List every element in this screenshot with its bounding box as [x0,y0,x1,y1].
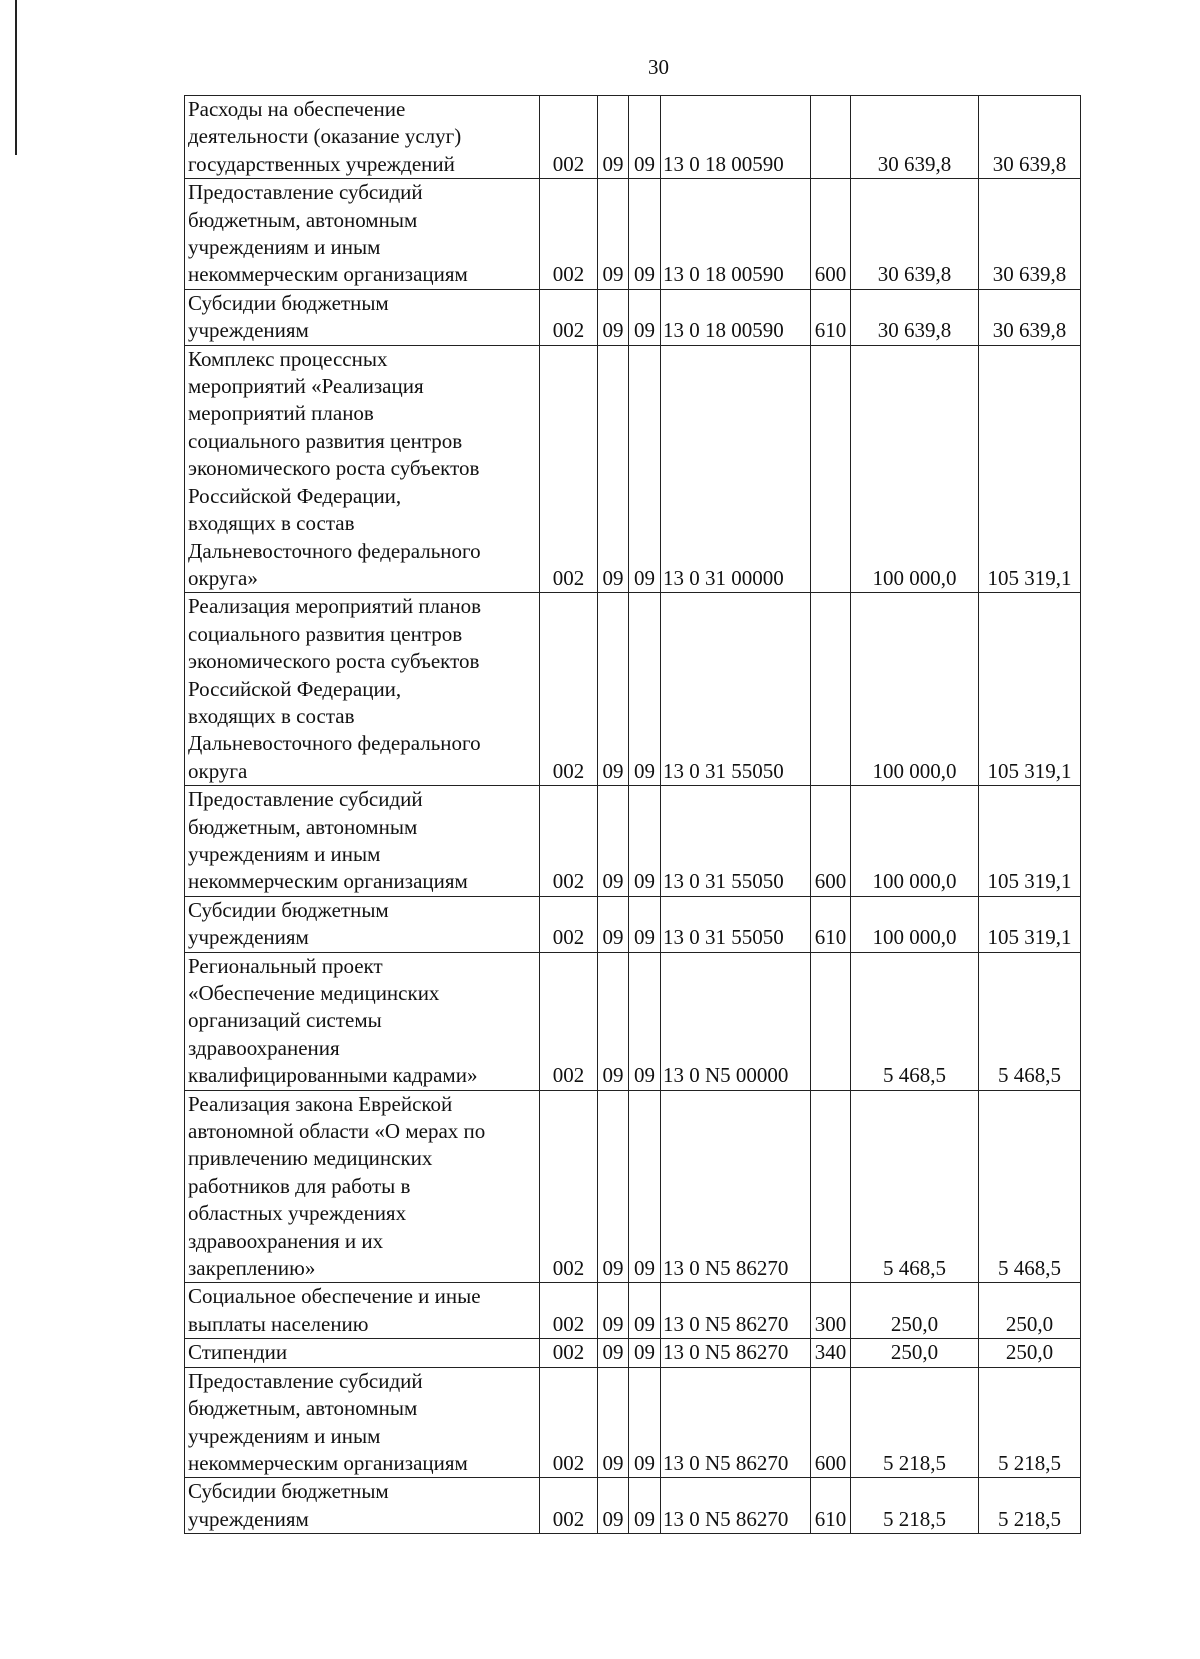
item-name-line: Региональный проект [188,953,383,978]
item-name-line: некоммерческим организациям [188,869,468,894]
item-name-line: «Обеспечение медицинских [188,981,440,1005]
amount-year2-cell: 250,0 [979,1283,1081,1339]
amount-year1-cell: 5 468,5 [851,952,979,1090]
item-name-line: учреждениям [188,318,309,343]
item-name-line: Субсидии бюджетным [188,290,389,315]
amount-year1-cell: 30 639,8 [851,96,979,179]
expense-type-cell [811,952,851,1090]
item-name-line: Дальневосточного федерального [188,731,481,756]
section-code-cell: 09 [598,786,629,897]
table-row [185,1367,1081,1478]
item-name-line: входящих в состав [188,511,355,536]
budget-table [184,95,1081,1534]
item-name-cell [185,1090,540,1283]
item-name-line: входящих в состав [188,703,355,728]
section-code-cell: 09 [598,96,629,179]
item-name-line: закреплению» [188,1256,316,1281]
item-name-line: Реализация мероприятий планов [188,594,482,619]
subsection-code-cell: 09 [629,1090,661,1283]
expense-type-cell: 600 [811,786,851,897]
target-article-cell: 13 0 31 55050 [661,786,811,897]
target-article-cell: 13 0 N5 86270 [661,1339,811,1367]
item-name-line: мероприятий планов [188,401,374,426]
section-code-cell: 09 [598,345,629,593]
item-name-line: организаций системы [188,1008,382,1033]
expense-type-cell: 300 [811,1283,851,1339]
amount-year1-cell: 30 639,8 [851,289,979,345]
table-row [185,96,1081,179]
target-article-cell: 13 0 18 00590 [661,289,811,345]
item-name-line: деятельности (оказание услуг) [188,124,462,149]
subsection-code-cell: 09 [629,896,661,952]
item-name-line: социального развития центров [188,621,463,646]
expense-type-cell [811,593,851,786]
amount-year2-cell: 5 468,5 [979,952,1081,1090]
amount-year1-cell: 100 000,0 [851,345,979,593]
item-name-line: Субсидии бюджетным [188,897,389,922]
subsection-code-cell: 09 [629,593,661,786]
expense-type-cell [811,96,851,179]
item-name-line: бюджетным, автономным [188,207,418,232]
target-article-cell: 13 0 18 00590 [661,179,811,290]
ministry-code-cell: 002 [540,786,598,897]
item-name-line: здравоохранения [188,1035,340,1060]
item-name-line: Стипендии [188,1340,288,1365]
expense-type-cell: 610 [811,1478,851,1534]
target-article-cell: 13 0 N5 00000 [661,952,811,1090]
item-name-cell [185,289,540,345]
expense-type-cell [811,1090,851,1283]
item-name-line: некоммерческим организациям [188,262,468,287]
amount-year1-cell: 5 218,5 [851,1478,979,1534]
item-name-line: учреждениям и иным [188,1423,381,1448]
expense-type-cell: 610 [811,289,851,345]
table-row [185,593,1081,786]
item-name-cell [185,593,540,786]
expense-type-cell: 600 [811,1367,851,1478]
item-name-cell [185,179,540,290]
subsection-code-cell: 09 [629,289,661,345]
item-name-cell [185,345,540,593]
item-name-line: Реализация закона Еврейской [188,1091,453,1116]
item-name-line: Предоставление субсидий [188,787,423,812]
item-name-cell [185,1339,540,1367]
subsection-code-cell: 09 [629,952,661,1090]
item-name-line: Расходы на обеспечение [188,97,406,121]
table-row [185,179,1081,290]
amount-year2-cell: 30 639,8 [979,96,1081,179]
amount-year2-cell: 30 639,8 [979,179,1081,290]
table-row [185,1283,1081,1339]
amount-year1-cell: 30 639,8 [851,179,979,290]
item-name-cell [185,1367,540,1478]
ministry-code-cell: 002 [540,1367,598,1478]
section-code-cell: 09 [598,593,629,786]
amount-year2-cell: 5 218,5 [979,1367,1081,1478]
item-name-cell [185,1478,540,1534]
subsection-code-cell: 09 [629,1283,661,1339]
target-article-cell: 13 0 N5 86270 [661,1283,811,1339]
item-name-line: выплаты населению [188,1311,369,1336]
amount-year1-cell: 100 000,0 [851,593,979,786]
expense-type-cell: 600 [811,179,851,290]
item-name-line: учреждениям [188,1506,309,1531]
item-name-line: работников для работы в [188,1173,411,1198]
section-code-cell: 09 [598,952,629,1090]
section-code-cell: 09 [598,289,629,345]
amount-year1-cell: 100 000,0 [851,896,979,952]
amount-year1-cell: 5 468,5 [851,1090,979,1283]
table-row [185,952,1081,1090]
amount-year2-cell: 30 639,8 [979,289,1081,345]
subsection-code-cell: 09 [629,1339,661,1367]
amount-year2-cell: 5 468,5 [979,1090,1081,1283]
item-name-line: некоммерческим организациям [188,1450,468,1475]
amount-year2-cell: 105 319,1 [979,593,1081,786]
item-name-line: округа [188,758,248,783]
item-name-cell [185,1283,540,1339]
section-code-cell: 09 [598,1367,629,1478]
item-name-line: учреждениям и иным [188,841,381,866]
section-code-cell: 09 [598,1090,629,1283]
section-code-cell: 09 [598,1478,629,1534]
subsection-code-cell: 09 [629,179,661,290]
item-name-line: округа» [188,565,258,590]
amount-year1-cell: 100 000,0 [851,786,979,897]
ministry-code-cell: 002 [540,1283,598,1339]
target-article-cell: 13 0 18 00590 [661,96,811,179]
item-name-cell [185,896,540,952]
table-row [185,1090,1081,1283]
ministry-code-cell: 002 [540,952,598,1090]
item-name-line: автономной области «О мерах по [188,1119,486,1144]
target-article-cell: 13 0 N5 86270 [661,1367,811,1478]
subsection-code-cell: 09 [629,96,661,179]
item-name-cell [185,96,540,179]
ministry-code-cell: 002 [540,896,598,952]
table-row [185,896,1081,952]
item-name-line: учреждениям и иным [188,235,381,260]
item-name-line: мероприятий «Реализация [188,374,424,399]
item-name-line: Российской Федерации, [188,676,402,701]
amount-year2-cell: 105 319,1 [979,345,1081,593]
ministry-code-cell: 002 [540,96,598,179]
table-body [185,96,1081,1534]
section-code-cell: 09 [598,896,629,952]
ministry-code-cell: 002 [540,345,598,593]
ministry-code-cell: 002 [540,289,598,345]
ministry-code-cell: 002 [540,1478,598,1534]
subsection-code-cell: 09 [629,1367,661,1478]
ministry-code-cell: 002 [540,179,598,290]
item-name-line: Комплекс процессных [188,346,388,371]
target-article-cell: 13 0 31 55050 [661,896,811,952]
ministry-code-cell: 002 [540,1339,598,1367]
table-row [185,289,1081,345]
section-code-cell: 09 [598,179,629,290]
table-row [185,1339,1081,1367]
item-name-line: Субсидии бюджетным [188,1479,389,1504]
expense-type-cell: 610 [811,896,851,952]
table-row [185,1478,1081,1534]
table-row [185,786,1081,897]
section-code-cell: 09 [598,1283,629,1339]
page-number: 30 [648,55,669,79]
subsection-code-cell: 09 [629,1478,661,1534]
item-name-line: социального развития центров [188,428,463,453]
item-name-line: экономического роста субъектов [188,456,480,481]
target-article-cell: 13 0 31 55050 [661,593,811,786]
item-name-line: Российской Федерации, [188,483,402,508]
item-name-line: государственных учреждений [188,151,455,176]
expense-type-cell: 340 [811,1339,851,1367]
target-article-cell: 13 0 N5 86270 [661,1478,811,1534]
item-name-line: Предоставление субсидий [188,1368,423,1393]
item-name-line: привлечению медицинских [188,1146,433,1171]
subsection-code-cell: 09 [629,786,661,897]
amount-year1-cell: 5 218,5 [851,1367,979,1478]
item-name-line: учреждениям [188,925,309,950]
amount-year2-cell: 105 319,1 [979,786,1081,897]
expense-type-cell [811,345,851,593]
amount-year1-cell: 250,0 [851,1339,979,1367]
amount-year1-cell: 250,0 [851,1283,979,1339]
item-name-cell [185,952,540,1090]
item-name-line: Социальное обеспечение и иные [188,1284,481,1309]
subsection-code-cell: 09 [629,345,661,593]
target-article-cell: 13 0 N5 86270 [661,1090,811,1283]
item-name-line: бюджетным, автономным [188,814,418,839]
item-name-line: бюджетным, автономным [188,1396,418,1421]
item-name-line: квалифицированными кадрами» [188,1063,478,1088]
item-name-line: Дальневосточного федерального [188,538,481,563]
target-article-cell: 13 0 31 00000 [661,345,811,593]
item-name-line: Предоставление субсидий [188,180,423,205]
item-name-line: областных учреждениях [188,1201,407,1226]
amount-year2-cell: 5 218,5 [979,1478,1081,1534]
item-name-cell [185,786,540,897]
item-name-line: экономического роста субъектов [188,649,480,674]
item-name-line: здравоохранения и их [188,1228,384,1253]
amount-year2-cell: 250,0 [979,1339,1081,1367]
ministry-code-cell: 002 [540,1090,598,1283]
amount-year2-cell: 105 319,1 [979,896,1081,952]
table-row [185,345,1081,593]
ministry-code-cell: 002 [540,593,598,786]
section-code-cell: 09 [598,1339,629,1367]
